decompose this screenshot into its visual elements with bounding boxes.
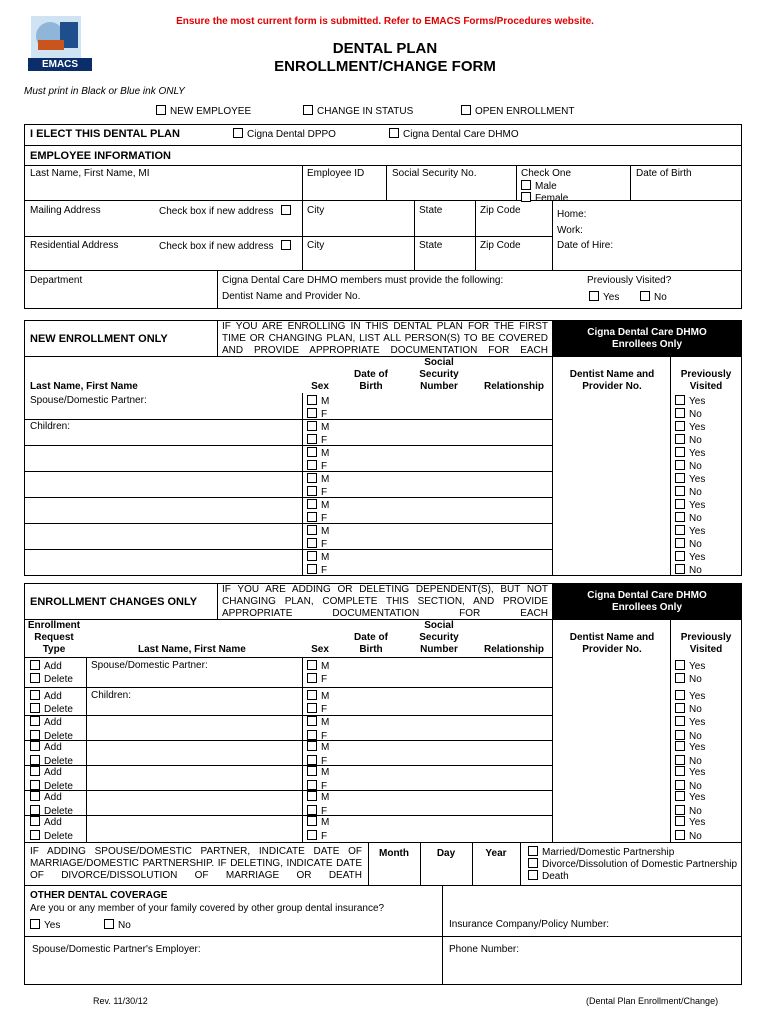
checkbox[interactable] — [307, 716, 317, 726]
checkbox[interactable] — [281, 205, 291, 215]
checkbox[interactable] — [30, 816, 40, 826]
ne-heading: NEW ENROLLMENT ONLY — [30, 333, 168, 345]
checkbox[interactable] — [30, 703, 40, 713]
ne-visited-row: Yes No — [675, 395, 705, 421]
residential-state-label: State — [419, 240, 443, 251]
ne-visited-row: Yes No — [675, 525, 705, 551]
ch-visited-row: Yes No — [675, 690, 705, 716]
checkbox[interactable] — [307, 673, 317, 683]
residential-new-address[interactable]: Check box if new address — [159, 240, 295, 253]
elect-dhmo[interactable]: Cigna Dental Care DHMO — [389, 128, 519, 141]
checkbox[interactable] — [307, 525, 317, 535]
checkbox[interactable] — [30, 741, 40, 751]
checkbox[interactable] — [675, 473, 685, 483]
ch-visited-row: Yes No — [675, 766, 705, 793]
ne-person-row: M F — [307, 447, 329, 473]
checkbox[interactable] — [281, 240, 291, 250]
ne-person-row: M F — [307, 473, 329, 499]
checkbox[interactable] — [675, 395, 685, 405]
dob-label: Date of Birth — [636, 168, 692, 179]
checkbox[interactable] — [307, 512, 317, 522]
reason-new-employee[interactable]: NEW EMPLOYEE — [156, 105, 251, 118]
ne-spouse-label: Spouse/Domestic Partner: — [30, 395, 147, 406]
checkbox[interactable] — [307, 780, 317, 790]
checkbox[interactable] — [675, 690, 685, 700]
partner-instruction: IF ADDING SPOUSE/DOMESTIC PARTNER, INDICATE DATE OF MARRIAGE/DOMESTIC PARTNERSHIP. IF DELETING, INDICATE DATE OF DIVORCE/DISSOLUTION OF MARRIAGE OR DEATH — [30, 846, 362, 881]
ch-sex-row: M F — [307, 741, 329, 768]
partner-death[interactable]: Death — [528, 870, 569, 883]
checkbox[interactable] — [675, 660, 685, 670]
checkbox[interactable] — [461, 105, 471, 115]
ne-children-label: Children: — [30, 421, 71, 432]
checkbox[interactable] — [307, 460, 317, 470]
checkbox[interactable] — [233, 128, 243, 138]
mailing-address-label: Mailing Address — [30, 205, 101, 216]
employee-ssn-label: Social Security No. — [392, 168, 477, 179]
checkbox[interactable] — [307, 499, 317, 509]
partner-month-label: Month — [379, 848, 409, 859]
checkbox[interactable] — [30, 755, 40, 765]
ne-person-row: M F — [307, 421, 329, 447]
checkbox[interactable] — [307, 805, 317, 815]
ne-visited-row: Yes No — [675, 473, 705, 499]
partner-divorce[interactable]: Divorce/Dissolution of Domestic Partnership — [528, 858, 737, 871]
form-title-line2: ENROLLMENT/CHANGE FORM — [274, 58, 496, 75]
checkbox[interactable] — [675, 816, 685, 826]
residential-address-label: Residential Address — [30, 240, 119, 251]
department-label: Department — [30, 275, 83, 286]
checkbox[interactable] — [30, 791, 40, 801]
checkbox[interactable] — [675, 716, 685, 726]
footer-rev: Rev. 11/30/12 — [93, 996, 148, 1006]
elect-plan-label: I ELECT THIS DENTAL PLAN — [30, 128, 180, 140]
checkbox[interactable] — [307, 551, 317, 561]
reason-open-enrollment[interactable]: OPEN ENROLLMENT — [461, 105, 574, 118]
checkbox[interactable] — [30, 716, 40, 726]
checkbox[interactable] — [675, 673, 685, 683]
ch-children-label: Children: — [91, 690, 132, 701]
ch-request-row: Add Delete — [30, 816, 73, 843]
checkbox[interactable] — [156, 105, 166, 115]
checkbox[interactable] — [675, 703, 685, 713]
ch-col-relationship: Relationship — [483, 644, 544, 655]
visited-yes[interactable]: Yes — [589, 291, 619, 304]
ne-col-name: Last Name, First Name — [30, 381, 138, 392]
residential-city-label: City — [307, 240, 325, 251]
ne-col-ssn: Social Security Number — [419, 357, 459, 392]
employee-id-label: Employee ID — [307, 168, 365, 179]
partner-married[interactable]: Married/Domestic Partnership — [528, 846, 674, 859]
checkbox[interactable] — [30, 830, 40, 840]
insurance-label: Insurance Company/Policy Number: — [449, 919, 610, 930]
checkbox[interactable] — [675, 755, 685, 765]
checkbox[interactable] — [675, 460, 685, 470]
checkbox[interactable] — [675, 447, 685, 457]
ne-col-relationship: Relationship — [483, 381, 544, 392]
ch-request-row: Add Delete — [30, 716, 73, 743]
checkbox[interactable] — [675, 525, 685, 535]
ne-dhmo-header: Cigna Dental Care DHMO Enrollees Only — [553, 321, 741, 356]
ne-col-visited: Previously Visited — [680, 369, 732, 392]
checkbox[interactable] — [30, 805, 40, 815]
checkbox[interactable] — [307, 447, 317, 457]
sex-male[interactable]: Male — [521, 180, 557, 193]
residential-zip-label: Zip Code — [480, 240, 521, 251]
ch-request-row: Add Delete — [30, 690, 73, 716]
ch-sex-row: M F — [307, 766, 329, 793]
checkbox[interactable] — [675, 564, 685, 574]
ch-col-dentist: Dentist Name and Provider No. — [569, 632, 655, 655]
other-no[interactable]: No — [104, 919, 131, 932]
checkbox[interactable] — [528, 846, 538, 856]
ch-spouse-label: Spouse/Domestic Partner: — [91, 660, 208, 671]
ne-col-dentist: Dentist Name and Provider No. — [569, 369, 655, 392]
checkbox[interactable] — [521, 192, 531, 202]
checkbox[interactable] — [528, 858, 538, 868]
ch-heading: ENROLLMENT CHANGES ONLY — [30, 596, 198, 608]
mailing-state-label: State — [419, 205, 443, 216]
ne-col-sex: Sex — [311, 381, 329, 392]
other-yes[interactable]: Yes — [30, 919, 60, 932]
ch-col-sex: Sex — [311, 644, 329, 655]
phone-work-label: Work: — [557, 225, 583, 236]
reason-change-in-status[interactable]: CHANGE IN STATUS — [303, 105, 413, 118]
checkbox[interactable] — [307, 473, 317, 483]
ne-visited-row: Yes No — [675, 447, 705, 473]
checkbox[interactable] — [307, 830, 317, 840]
ch-instruction: IF YOU ARE ADDING OR DELETING DEPENDENT(S), BUT NOT CHANGING PLAN, COMPLETE THIS SECTION, AND PROVIDE APPROPRIATE DOCUMENTATION FOR EACH — [222, 584, 548, 619]
visited-no[interactable]: No — [640, 291, 667, 304]
ne-col-dob: Date of Birth — [354, 369, 388, 392]
checkbox[interactable] — [521, 180, 531, 190]
notice-text: Ensure the most current form is submitted. Refer to EMACS Forms/Procedures website. — [176, 16, 594, 27]
checkbox[interactable] — [675, 766, 685, 776]
ne-visited-row: Yes No — [675, 499, 705, 525]
checkbox[interactable] — [307, 564, 317, 574]
checkbox[interactable] — [675, 408, 685, 418]
footer-form-name: (Dental Plan Enrollment/Change) — [586, 996, 719, 1006]
ne-visited-row: Yes No — [675, 551, 705, 577]
elect-dppo[interactable]: Cigna Dental DPPO — [233, 128, 336, 141]
checkbox[interactable] — [30, 730, 40, 740]
checkbox[interactable] — [30, 673, 40, 683]
checkbox[interactable] — [675, 538, 685, 548]
ch-sex-row: M F — [307, 716, 329, 743]
checkbox[interactable] — [307, 408, 317, 418]
logo-text: EMACS — [41, 59, 79, 70]
checkbox[interactable] — [307, 421, 317, 431]
ink-note: Must print in Black or Blue ink ONLY — [24, 86, 185, 97]
checkbox[interactable] — [30, 660, 40, 670]
dentist-name-provider-label: Dentist Name and Provider No. — [222, 291, 361, 302]
checkbox[interactable] — [389, 128, 399, 138]
other-heading: OTHER DENTAL COVERAGE — [30, 890, 168, 901]
checkbox[interactable] — [675, 830, 685, 840]
check-one-label: Check One — [521, 168, 572, 179]
date-of-hire-label: Date of Hire: — [557, 240, 614, 251]
ch-col-ssn: Social Security Number — [419, 620, 459, 655]
checkbox[interactable] — [30, 690, 40, 700]
ch-visited-row: Yes No — [675, 716, 705, 743]
ch-sex-row: M F — [307, 690, 329, 716]
ne-person-row: M F — [307, 395, 329, 421]
checkbox[interactable] — [675, 434, 685, 444]
ch-sex-row: M F — [307, 791, 329, 818]
ne-visited-row: Yes No — [675, 421, 705, 447]
checkbox[interactable] — [589, 291, 599, 301]
checkbox[interactable] — [307, 486, 317, 496]
checkbox[interactable] — [307, 703, 317, 713]
sex-female[interactable]: Female — [521, 192, 568, 205]
mailing-city-label: City — [307, 205, 325, 216]
checkbox[interactable] — [307, 755, 317, 765]
form-title-line1: DENTAL PLAN — [332, 40, 438, 57]
spouse-employer-label: Spouse/Domestic Partner's Employer: — [32, 944, 201, 955]
checkbox[interactable] — [675, 791, 685, 801]
checkbox[interactable] — [675, 512, 685, 522]
employee-info-heading: EMPLOYEE INFORMATION — [30, 150, 171, 162]
ch-visited-row: Yes No — [675, 660, 705, 686]
ch-request-row: Add Delete — [30, 766, 73, 793]
checkbox[interactable] — [307, 660, 317, 670]
ch-sex-row: M F — [307, 660, 329, 686]
mailing-new-address[interactable]: Check box if new address — [159, 205, 295, 218]
ch-col-request: Enrollment Request Type — [27, 620, 81, 655]
checkbox[interactable] — [307, 816, 317, 826]
checkbox[interactable] — [675, 551, 685, 561]
checkbox[interactable] — [675, 780, 685, 790]
checkbox[interactable] — [30, 766, 40, 776]
checkbox[interactable] — [307, 766, 317, 776]
checkbox[interactable] — [30, 780, 40, 790]
checkbox[interactable] — [307, 741, 317, 751]
ch-request-row: Add Delete — [30, 791, 73, 818]
checkbox[interactable] — [104, 919, 114, 929]
checkbox[interactable] — [675, 730, 685, 740]
checkbox[interactable] — [303, 105, 313, 115]
ch-request-row: Add Delete — [30, 741, 73, 768]
ne-person-row: M F — [307, 525, 329, 551]
ch-visited-row: Yes No — [675, 816, 705, 843]
employee-name-label: Last Name, First Name, MI — [30, 168, 150, 179]
checkbox[interactable] — [675, 741, 685, 751]
checkbox[interactable] — [307, 690, 317, 700]
checkbox[interactable] — [30, 919, 40, 929]
new-enrollment-section — [24, 320, 742, 576]
mailing-zip-label: Zip Code — [480, 205, 521, 216]
ne-person-row: M F — [307, 499, 329, 525]
other-question: Are you or any member of your family covered by other group dental insurance? — [30, 903, 385, 914]
dhmo-note: Cigna Dental Care DHMO members must provide the following: — [222, 275, 504, 286]
checkbox[interactable] — [307, 395, 317, 405]
ch-sex-row: M F — [307, 816, 329, 843]
previously-visited-label: Previously Visited? — [587, 275, 672, 286]
checkbox[interactable] — [675, 499, 685, 509]
checkbox[interactable] — [675, 421, 685, 431]
checkbox[interactable] — [307, 434, 317, 444]
checkbox[interactable] — [307, 791, 317, 801]
checkbox[interactable] — [307, 538, 317, 548]
phone-home-label: Home: — [557, 209, 587, 220]
phone-number-label: Phone Number: — [449, 944, 520, 955]
checkbox[interactable] — [528, 870, 538, 880]
ch-col-dob: Date of Birth — [354, 632, 388, 655]
ch-visited-row: Yes No — [675, 741, 705, 768]
partner-day-label: Day — [436, 848, 456, 859]
checkbox[interactable] — [675, 805, 685, 815]
ch-dhmo-header: Cigna Dental Care DHMO Enrollees Only — [553, 584, 741, 619]
ch-col-name: Last Name, First Name — [138, 644, 246, 655]
ch-col-visited: Previously Visited — [680, 632, 732, 655]
partner-year-label: Year — [485, 848, 507, 859]
checkbox[interactable] — [307, 730, 317, 740]
checkbox[interactable] — [675, 486, 685, 496]
ch-request-row: Add Delete — [30, 660, 73, 686]
ne-person-row: M F — [307, 551, 329, 577]
ch-visited-row: Yes No — [675, 791, 705, 818]
checkbox[interactable] — [640, 291, 650, 301]
ne-instruction: IF YOU ARE ENROLLING IN THIS DENTAL PLAN FOR THE FIRST TIME OR CHANGING PLAN, LIST ALL PERSON(S) TO BE COVERED AND PROVIDE APPROPRIATE DOCUMENTATION FOR EACH — [222, 321, 548, 356]
